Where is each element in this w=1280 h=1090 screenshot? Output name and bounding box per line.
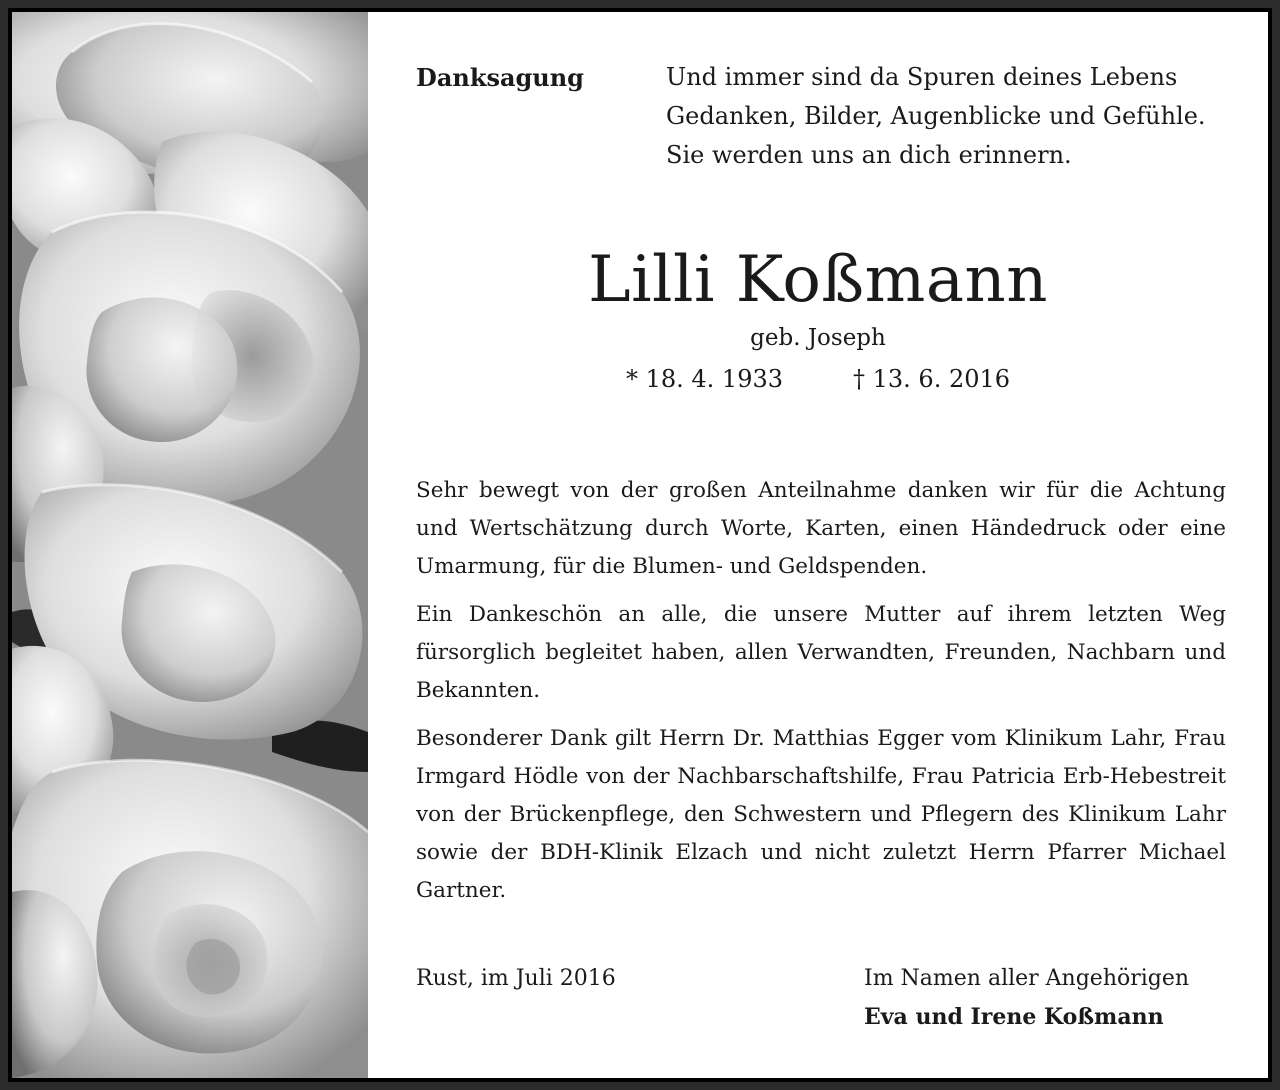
signers: Eva und Irene Koßmann — [864, 1004, 1164, 1030]
birth-name: geb. Joseph — [750, 325, 886, 351]
memorial-verse — [666, 58, 1206, 175]
death-date: † 13. 6. 2016 — [853, 365, 1011, 393]
verse-line: Sie werden uns an dich erinnern. — [666, 141, 1072, 169]
verse-line: Und immer sind da Spuren deines Lebens — [666, 63, 1178, 91]
notice-heading: Danksagung — [416, 63, 584, 92]
thanks-paragraph: Sehr bewegt von der großen Anteilnahme danken wir für die Achtung und Wertschätzung durch Worte, Karten, einen Händedruck oder eine Umarmung, für die Blumen- und Geldspenden. — [416, 478, 1226, 579]
verse-line: Gedanken, Bilder, Augenblicke und Gefühle. — [666, 102, 1206, 130]
deceased-name: Lilli Koßmann — [588, 243, 1048, 317]
signature-block — [864, 960, 1189, 1036]
thanks-paragraph: Ein Dankeschön an alle, die unsere Mutter auf ihrem letzten Weg fürsorglich begleitet haben, allen Verwandten, Freunden, Nachbarn und Bekannten. — [416, 602, 1226, 703]
life-dates — [368, 362, 1268, 396]
notice-frame — [8, 8, 1272, 1082]
roses-photo — [12, 12, 368, 1078]
signature-intro: Im Namen aller Angehörigen — [864, 966, 1190, 991]
thanks-body — [416, 472, 1226, 920]
thanks-paragraph: Besonderer Dank gilt Herrn Dr. Matthias Egger vom Klinikum Lahr, Frau Irmgard Hödle von der Nachbarschaftshilfe, Frau Patricia Erb-Hebestreit von der Brückenpflege, den Schwestern und Pflegern des Klinikum Lahr sowie der BDH-Klinik Elzach und nicht zuletzt Herrn Pfarrer Michael Gartner. — [416, 726, 1226, 903]
place-date: Rust, im Juli 2016 — [416, 966, 616, 991]
notice-text-panel — [368, 12, 1268, 1078]
birth-date: * 18. 4. 1933 — [625, 365, 783, 393]
